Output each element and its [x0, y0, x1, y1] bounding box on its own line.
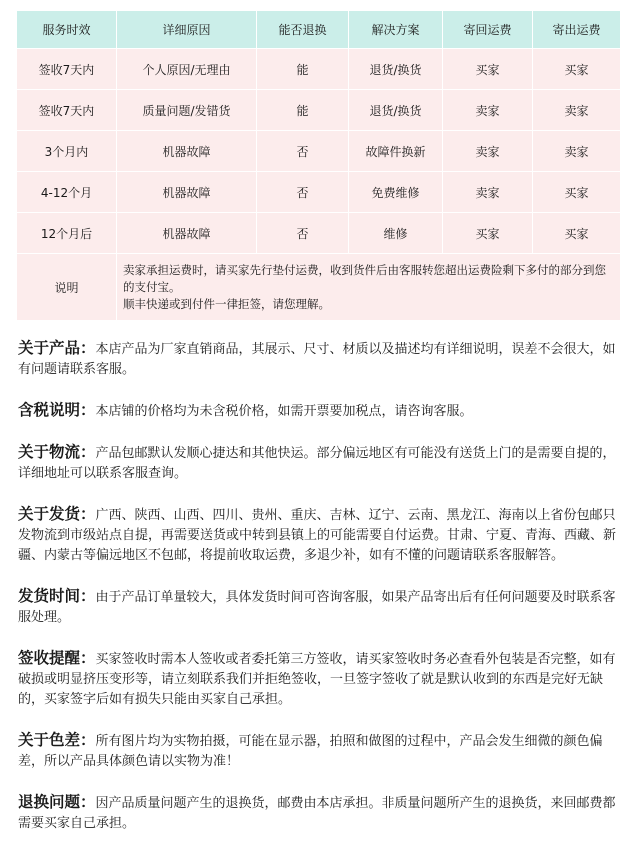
cell-returnable: 否	[257, 213, 349, 254]
cell-returnable: 能	[257, 90, 349, 131]
cell-solution: 免费维修	[349, 172, 443, 213]
info-color: 关于色差：所有图片均为实物拍摄，可能在显示器，拍照和做图的过程中，产品会发生细微的颜色偏差，所以产品具体颜色请以实物为准！	[18, 731, 603, 769]
cell-returnable: 能	[257, 49, 349, 90]
table-header-row	[17, 11, 621, 49]
table-row	[17, 131, 621, 172]
info-text: 产品包邮默认发顺心捷达和其他快运。部分偏远地区有可能没有送货上门的是需要自提的，详细地址可以联系客服查询。	[18, 446, 616, 481]
cell-returnable: 否	[257, 131, 349, 172]
cell-service-period: 12个月后	[17, 213, 117, 254]
info-logistics: 关于物流：产品包邮默认发顺心捷达和其他快运。部分偏远地区有可能没有送货上门的是需要自提的，详细地址可以联系客服查询。	[18, 443, 616, 481]
note-line: 顺丰快递或到付件一律拒签，请您理解。	[123, 296, 330, 311]
cell-solution: 退货/换货	[349, 49, 443, 90]
note-content	[117, 254, 621, 321]
table-row	[17, 49, 621, 90]
info-key: 关于产品	[18, 339, 81, 357]
info-key: 含税说明	[18, 401, 81, 419]
info-text: 本店产品为厂家直销商品，其展示、尺寸、材质以及描述均有详细说明，误差不会很大，如有问题请联系客服。	[18, 342, 616, 377]
info-key: 签收提醒	[18, 649, 81, 667]
info-text: 广西、陕西、山西、四川、贵州、重庆、吉林、辽宁、云南、黑龙江、海南以上省份包邮只发物流到市级站点自提，再需要送货或中转到县镇上的可能需要自付运费。甘肃、宁夏、青海、西藏、新疆、内蒙古等偏远地区不包邮，将提前收取运费，多退少补，如有不懂的问题请联系客服解答。	[18, 508, 617, 563]
cell-reason: 质量问题/发错货	[117, 90, 257, 131]
info-returns: 退换问题：因产品质量问题产生的退换货，邮费由本店承担。非质量问题所产生的退换货，来回邮费都需要买家自己承担。	[18, 793, 616, 831]
info-text: 由于产品订单量较大，具体发货时间可咨询客服，如果产品寄出后有任何问题要及时联系客服处理。	[18, 590, 616, 625]
header-solution: 解决方案	[349, 11, 443, 49]
cell-return-shipping: 卖家	[443, 131, 533, 172]
info-key: 关于发货	[18, 505, 81, 523]
table-row	[17, 90, 621, 131]
cell-reason: 个人原因/无理由	[117, 49, 257, 90]
cell-solution: 维修	[349, 213, 443, 254]
info-key: 关于色差	[18, 731, 81, 749]
header-send-shipping: 寄出运费	[533, 11, 621, 49]
cell-send-shipping: 买家	[533, 213, 621, 254]
return-policy-table	[16, 10, 621, 321]
cell-service-period: 签收7天内	[17, 49, 117, 90]
cell-service-period: 3个月内	[17, 131, 117, 172]
cell-service-period: 4-12个月	[17, 172, 117, 213]
header-reason: 详细原因	[117, 11, 257, 49]
header-returnable: 能否退换	[257, 11, 349, 49]
note-line: 卖家承担运费时，请买家先行垫付运费，收到货件后由客服转您超出运费险剩下多付的部分到您的支付宝。	[123, 262, 606, 294]
header-return-shipping: 寄回运费	[443, 11, 533, 49]
note-label: 说明	[17, 254, 117, 321]
cell-send-shipping: 卖家	[533, 131, 621, 172]
table-note-row	[17, 254, 621, 321]
cell-reason: 机器故障	[117, 131, 257, 172]
table-row	[17, 172, 621, 213]
cell-send-shipping: 买家	[533, 172, 621, 213]
info-ship-time: 发货时间：由于产品订单量较大，具体发货时间可咨询客服，如果产品寄出后有任何问题要及时联系客服处理。	[18, 587, 616, 625]
cell-reason: 机器故障	[117, 213, 257, 254]
info-text: 买家签收时需本人签收或者委托第三方签收，请买家签收时务必查看外包装是否完整，如有破损或明显挤压变形等，请立刻联系我们并拒绝签收，一旦签字签收了就是默认收到的东西是完好无缺的，买家签字后如有损失只能由买家自己承担。	[18, 652, 616, 707]
info-key: 关于物流	[18, 443, 81, 461]
cell-return-shipping: 卖家	[443, 90, 533, 131]
cell-return-shipping: 卖家	[443, 172, 533, 213]
info-key: 发货时间	[18, 587, 81, 605]
cell-send-shipping: 买家	[533, 49, 621, 90]
info-text: 本店铺的价格均为未含税价格，如需开票要加税点，请咨询客服。	[95, 404, 473, 419]
table-row	[17, 213, 621, 254]
info-tax: 含税说明：本店铺的价格均为未含税价格，如需开票要加税点，请咨询客服。	[18, 401, 473, 419]
info-product: 关于产品：本店产品为厂家直销商品，其展示、尺寸、材质以及描述均有详细说明，误差不会很大，如有问题请联系客服。	[18, 339, 616, 377]
info-receipt: 签收提醒：买家签收时需本人签收或者委托第三方签收，请买家签收时务必查看外包装是否完整，如有破损或明显挤压变形等，请立刻联系我们并拒绝签收，一旦签字签收了就是默认收到的东西是完好无缺的，买家签字后如有损失只能由买家自己承担。	[18, 649, 616, 707]
store-info-section	[18, 338, 623, 834]
info-shipping: 关于发货：广西、陕西、山西、四川、贵州、重庆、吉林、辽宁、云南、黑龙江、海南以上省份包邮只发物流到市级站点自提，再需要送货或中转到县镇上的可能需要自付运费。甘肃、宁夏、青海、西藏、新疆、内蒙古等偏远地区不包邮，将提前收取运费，多退少补，如有不懂的问题请联系客服解答。	[18, 505, 617, 563]
info-text: 所有图片均为实物拍摄，可能在显示器，拍照和做图的过程中，产品会发生细微的颜色偏差，所以产品具体颜色请以实物为准！	[18, 734, 603, 769]
cell-reason: 机器故障	[117, 172, 257, 213]
cell-solution: 故障件换新	[349, 131, 443, 172]
cell-returnable: 否	[257, 172, 349, 213]
cell-send-shipping: 卖家	[533, 90, 621, 131]
info-text: 因产品质量问题产生的退换货，邮费由本店承担。非质量问题所产生的退换货，来回邮费都需要买家自己承担。	[18, 796, 616, 831]
header-service-period: 服务时效	[17, 11, 117, 49]
cell-return-shipping: 买家	[443, 49, 533, 90]
cell-return-shipping: 买家	[443, 213, 533, 254]
cell-service-period: 签收7天内	[17, 90, 117, 131]
info-key: 退换问题	[18, 793, 81, 811]
cell-solution: 退货/换货	[349, 90, 443, 131]
